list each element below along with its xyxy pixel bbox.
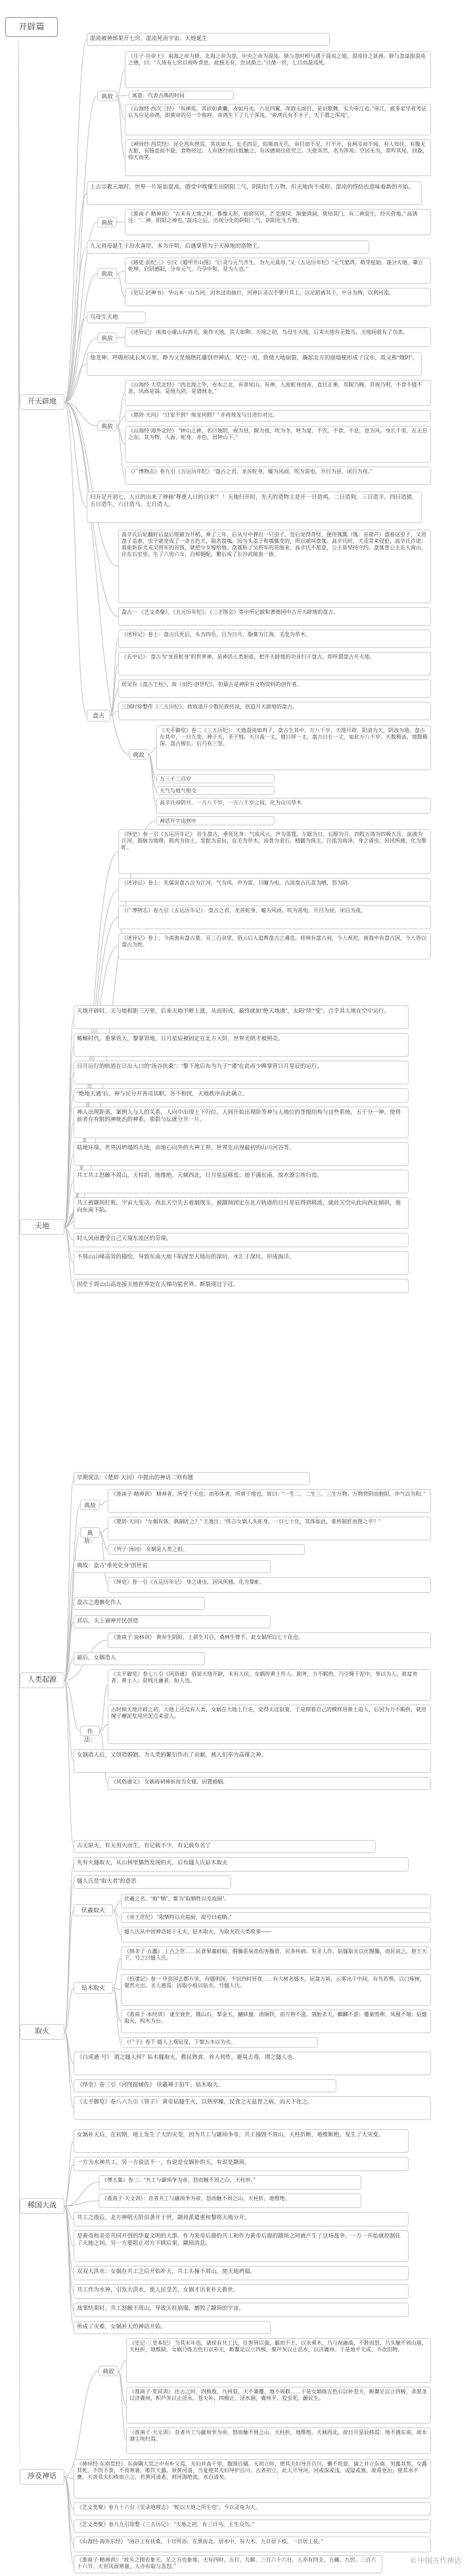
item-war-sides[interactable]: 一方为水神共工，另一方说法不一，有说是女娲补的天，有说是颛顼。 <box>74 2157 409 2171</box>
connector-section-item <box>64 1659 74 1680</box>
connector-sub-item <box>113 1901 121 1910</box>
quote-huainanzi-jingshen-2: 《淮南子·精神训》 精神者，所受于天也；而形体者，所禀于地也。故曰：“一生二，二生三，三生万物。万物背阴而抱阳，冲气以为和。” <box>108 1489 431 1513</box>
quote-baihutong[interactable]: 《白虎通·号》 谓之燧人何？钻木燧取火，教民熟食，养人利性，避臭去毒，谓之燧人也。 <box>74 2052 431 2075</box>
connector-sub-item <box>148 754 156 779</box>
item-pangu-sources: 盘古一 《艺文类聚》、《五元历年纪》、《三才图会》等中所记载和著德国中古开天辟地的盘古。 <box>118 607 431 626</box>
connector-section-item <box>64 1182 74 1227</box>
connector-section-item <box>64 1227 74 1240</box>
connector-section-item <box>64 1154 74 1227</box>
item-gonggong-defeat[interactable]: 共工被颛顼打败，宇宙大变动，西北天空失去着制规支，被颛顼固定在北方轨道的日月星辰得到移流，就此天空从此向西北倾斜，地向东南下陷。 <box>74 1197 409 1229</box>
connector-section-item <box>64 1213 74 1227</box>
quote-shanhaijing-haiwai: 《山海经·海外北经》 “钟山之神，名曰烛阴，视为昼，瞑为夜，吹为冬，呼为夏，不饮，不食，不息，息为风。身长千里，在无启之东。其为物，人面，蛇身，赤色，居钟山下。” <box>125 426 431 463</box>
connector-sub-item <box>118 2371 126 2405</box>
sub-pangu[interactable]: 盘古 <box>87 710 110 722</box>
connector-section-item <box>64 1567 74 1680</box>
connector-sub-item <box>113 1910 121 1918</box>
connector-sub-item <box>113 1910 121 1935</box>
connector-section-item <box>64 2477 74 2479</box>
item-panguwangzhu: 居吴有《盘古王柱》，故《旧约·创世纪》，但最古是神阶有文物资料的创作者。 <box>118 679 431 698</box>
section-human-origin[interactable]: 人类起源 <box>20 1672 64 1688</box>
item-land-env[interactable]: 陆地环境，世界因坍塌的大地，由地心向外的大神王界，世界先出现最初的山川河谷等。 <box>74 1142 409 1166</box>
connector-section-item <box>64 2032 74 2108</box>
section-heaven-earth[interactable]: 天地 <box>20 1219 64 1235</box>
sub-zhuanmu[interactable]: 钻木取火 <box>74 1982 113 1994</box>
connector-section-item <box>64 2206 74 2310</box>
section-great-war[interactable]: 稀国大战 <box>20 2198 64 2214</box>
item-zhulong[interactable]: 烛龙神，呼吸形成长风万里，睁为又是烛燃托庸创世神话，尾巴一甩，致使大地崩裂，撬起北方的崩塌便形成了汉水，故又称“烛阴”。 <box>87 352 422 376</box>
quote-shuyiji-pangu: 《述异记》卷上：盘古氏死后，头为四岳，目为日月，脂膏为江海，毛发为草木。 <box>118 630 431 648</box>
connector-section-item <box>64 1072 74 1227</box>
section-fire[interactable]: 取火 <box>20 2024 64 2040</box>
item-bird-mother[interactable]: 鸟母生天地 <box>87 311 146 323</box>
quote-shanhaijing-west: 《山海经·西次三经》 “有神焉，其状如黄囊，赤如丹火，六足四翼，浑敦无面目，是识歌舞，实为帝江也。”帝江，被多家学者考证认为应是帝鸿，即黄帝的另一个称呼。帝鸿生下了儿子浑沌，“帝鸿氏有不才子，天下谓之浑沌”。 <box>125 104 431 135</box>
connector-section-item <box>64 39 87 402</box>
connector-sub-item <box>117 426 125 476</box>
connector-section-item <box>64 1680 74 1847</box>
connector-section-item <box>64 2206 74 2291</box>
root-node[interactable]: 开辟篇 <box>5 17 58 37</box>
quote-diwangshiji: 《帝王世纪》 “取牺牲以充庖厨，故号曰庖牺。” <box>121 1912 431 1923</box>
quote-xuanzhongji: 《玄中记》：盘古为“龙首蛇身”的世界神，是神话人类始祖，把开天辟地的功业归于盘古，即所谓盘古开天地。 <box>118 652 431 676</box>
connector-sub-item <box>100 1532 108 1550</box>
sub-diangu[interactable]: 典故 <box>97 333 117 343</box>
connector-root-section <box>18 37 20 402</box>
quote-zhuangzi: 《庄子·应帝王》 南海之帝为倏，北海之帝为忽，中央之帝为混沌。倏与忽时相与遇于混沌之地，混沌待之甚善。倏与忽谋报混沌之德，曰：“人皆有七窍以视听食息，此独无有，尝试凿之。”日凿一窍，七日而混沌死。 <box>125 51 431 88</box>
item-mend-sky[interactable]: 所成了灾难，女娲补天的神话开始。 <box>74 2321 271 2334</box>
connector-sub-item <box>117 393 125 426</box>
connector-section-item <box>64 1095 74 1227</box>
quote-yishi: 《绎史》卷一引《五运历年记》 首生盘古，垂死化身：气成风云，声为雷霆，左眼为日，右眼为月，四肢五体为四极五岳，血液为江河，筋脉为地理，肌肉为田土，发髭为星辰，皮毛为草木，齿骨为金石，精髓为珠玉，汗流为雨泽，身之诸虫，因风所感，化为黎甿。 <box>118 829 431 874</box>
item-god-human[interactable]: 神人出现距离，案例人与人的关系，人向中出现上下归位，人间开始出现阶等神与人地位的等级结构与这些系统，五于分一神，使得前者在有限的神统治的神系，那影与坛就分开一片。 <box>74 1107 409 1138</box>
connector-sub-item <box>113 1988 121 2042</box>
connector-section-item <box>64 1603 74 1680</box>
item-war-result[interactable]: 战事结果时，共工怒触不周山，导致天柱崩塌，撼毁了颛顼的宇宙。 <box>74 2303 409 2317</box>
sub-fuxi[interactable]: 伏羲取火 <box>74 1904 113 1916</box>
connector-section-item <box>64 1680 74 1761</box>
quote-yishi-human: 《绎史》卷一引《五运历年记》 身之诸虫，因风所感，化为黎甿。 <box>108 1577 431 1593</box>
item-jiuyuan[interactable]: 九元真母诞生于汾水南岸，本为开明，后遇掌管为于天掉地的造物主。 <box>87 241 369 254</box>
quote-guanzi[interactable]: 《太平御览》卷八六九引《管子》 黄帝钻燧生火，以熟荤臊，民食之无兹胃之病，而天下化之。 <box>74 2096 431 2120</box>
quote-guangbowuzhi-2: 《广博物志》卷九引《五运历年记》：盘古之君，龙首蛇身，嘘为风雨，吹为雷电，开目为昼，闭目为夜。 <box>118 906 431 929</box>
item-renri[interactable]: 归开足开初七，人日的出来了神画“尊重人日的日来”！！天地归开时，先天的造物主是开一日造鸡，二日造狗，三日造羊，四日造猪，五日造牛，六日造马，七日造人。 <box>87 492 422 523</box>
connector-sub-item <box>100 1724 108 1731</box>
connector-section-item <box>64 1227 74 1263</box>
quote-shuyiji-tears: 《述异记》卷上：先儒说盘古泣为江河，气为风，声为雷，目瞳为电，古说盘古氏喜为晴，怒为阴。 <box>118 878 431 902</box>
connector-sub-item <box>113 1988 121 1990</box>
quote-yishi-fuxi[interactable]: 《绎史》卷三引《河图挺辅佐》 伏羲禅于伯牛，钻木取火。 <box>74 2079 336 2092</box>
connector-sub-item <box>110 664 118 716</box>
quote-hanfeizi: 《韩非子·五蠹》 上古之世……民食果蓏蚌蛤，腥臊恶臭而伤害腹胃，民多疾病。有圣人作，钻燧取火以化腥臊，而民说之，使王天下，号之曰燧人氏。 <box>121 1946 431 1970</box>
connector-sub-item <box>113 1958 121 1988</box>
connector-section-item <box>64 247 87 402</box>
connector-sub-item <box>117 96 125 120</box>
connector-sub-item <box>110 711 118 716</box>
quote-liezi: 《列子·汤问》 女娲是人类之祖。 <box>108 1544 305 1555</box>
quote-huainanzi-jingshen: 《淮南子·精神训》 “古未有天地之时，惟像无形，窈窈冥冥，芒芠漠闵，澒蒙鸿洞，莫知其门。有二神混生，经天营地。” 高诱注：“二神，阴阳之神也。”混沌之后，出现分化的阴阳二气，阴阳化生万物。 <box>125 209 431 235</box>
quote-shanhaijing-dahuang: 《山海经·大荒北经》 “西北海之外，赤水之北，有章尾山。有神，人面蛇身而赤，直目正乘，其瞑乃晦，其视乃明，不食不寝不息，风雨是谒。是烛九阴，是谓烛龙。” <box>125 380 431 406</box>
watermark: © 中国古代神话 <box>408 2554 464 2567</box>
quote-shuyiji-tomb: 《述异记》卷上：今南海有盘古墓，亘三百余里，俗云后人追葬盘古之魂也。桂林有盘古祠，今人祝祀。南海中有盘古国，今人皆以盘古为姓。 <box>118 933 431 959</box>
connector-root-section <box>18 37 20 1680</box>
quote-huainanzi-benjing: 《淮南子·本经训》 逮至衰世，镌山石，挈金玉，擿蚌蜃，消铜铁，而万物不滋。刳胎杀夭，麒麟不游；覆巢毁卵，凤凰不翔；钻燧取火，构木为台。 <box>121 2010 431 2033</box>
connector-sub-item <box>117 426 125 444</box>
connector-sub-item <box>117 95 129 96</box>
connector-section-item <box>64 2032 74 2086</box>
connector-section-item <box>64 273 97 402</box>
item-meaning: 寓意：代表古典的时间 <box>129 91 234 100</box>
item-nuwa-method: 古时候天地开辟之初，大地上还没有人类，女娲在大地上行走，觉得太过寂寞，于是照着自己的模样用黄土造人，后因为力不暇供，就用绳子蘸泥浆甩出泥点来造人。 <box>108 1705 431 1744</box>
quote-shiji-fengshan: 《史记·封禅书》 华山本一山当河，河水过而曲行，河神巨灵以手擘开其上，以足蹈离其下，中分为两，以利河流。 <box>125 288 431 306</box>
connector-root-section <box>18 37 20 2032</box>
connector-section-item <box>64 193 87 402</box>
connector-section-item <box>64 402 97 426</box>
sub-diangu[interactable]: 典故 <box>99 2366 118 2376</box>
quote-sanwulihji: 《天平御览》卷二《三五历纪》：天地混沌如鸡子，盘古生其中。万八千岁，天地开辟，阳清为天，阴浊为地。盘古在其中，一日九变，神于天，圣于地。天日高一丈，地日厚一丈，盘古日长一丈，如此万八千岁。天数极高，地数极深，盘古极长。后乃有三皇。 <box>156 725 431 770</box>
item-war-start[interactable]: 女娲补天后，在初期，地上发生了大的灾变，因为共工与颛顼争帝，共工撞毁不周山，天柱折断，地维断绝，发生了大灾变。 <box>74 2129 409 2153</box>
item-gonggong-touch[interactable]: 共工共工怒触不周山，天柱折，地维绝，天倾西北，日月星辰移焉；地不满东南，故水潦尘埃归焉。 <box>74 1170 409 1193</box>
connector-sub-item <box>100 1501 108 1505</box>
quote-yiwenleiju-wulu: 《艺文类聚》卷九十六引《吴录地理志》 “蛇以天地之所生也”，今以灵龟为天。 <box>74 2502 431 2516</box>
quote-sanhuangbenji: 《史记·三皇本纪》 当其末年也，诸侯有共工氏，任智刑以强，霸而不王，以水乘木，乃与祝融战，不胜而怒，乃头触不周山崩，天柱折，地维缺。女娲乃炼五色石以补天，断鳌足以立四极，聚芦灰以止滔水，以济冀州。于是地平天成，不改旧物。 <box>126 2338 431 2383</box>
connector-section-item <box>64 2206 74 2219</box>
connector-section-item <box>64 402 87 507</box>
connector-section-item <box>64 1045 74 1227</box>
connector-root-section <box>18 37 20 1227</box>
connector-section-item <box>64 364 87 402</box>
quote-huainanzi-tianwen: 《淮南子·天文训》：昔者共工与颛顼争为帝，怒而触不周之山，天柱折，地维绝。 <box>99 2194 361 2208</box>
connector-sub-item <box>117 96 125 158</box>
item-xuzheng: 三国时徐整作《三五历纪》，收收清开少数民族传说，创造开天辟地的盘古。 <box>118 702 431 720</box>
connector-section-item <box>64 2477 74 2564</box>
connector-section-item <box>64 1227 74 1286</box>
connector-sub-item <box>100 1529 108 1532</box>
connector-section-item <box>64 2477 74 2526</box>
connector-sub-item <box>148 754 156 806</box>
sub-diangu[interactable]: 典故 <box>97 217 117 227</box>
item-yinyang[interactable]: 上古宗教天地时，世界一片原始混沌，感受中嗅懂生出阴阳二气，阴阳衍生万物，但天地尚不成形。混沌的终结也意味着新的开始。 <box>87 181 422 205</box>
item-nuwa-marriage[interactable]: 女娲造人后，又创造婚姻，为人类的繁衍作出了贡献，被人们奉为高禖之神。 <box>74 1749 431 1773</box>
item-hundun-death[interactable]: 混沌被神郎果开七窍，混沌死而宇宙、天地诞生 <box>87 33 330 46</box>
sub-diangu[interactable]: 典故 <box>80 1500 100 1510</box>
item-heaven-gods[interactable]: 其后，天上谪神开民创造 <box>74 1615 271 1628</box>
connector-section-item <box>64 1988 74 2032</box>
quote-lushi: 《路史·前纪三》引汉《遁甲开山图》 “巨灵与元气齐生，为九元真母。”又《五运历年纪》“元气蒙鸿，萌芽兹始，遂分天地，肇立乾坤，启阴感阳，分布元气，乃孕中和，是为人也。” <box>125 258 431 284</box>
item-ladder-broken[interactable]: 因至于周山山高连接天地世界处在天梯功能世界，断裂现过于过。 <box>74 1279 409 1293</box>
connector-section-item <box>64 1479 74 1680</box>
item-suiren-fire[interactable]: 先有火燧取火，从山林里偶然发现的火，后有燧人氏钻木取火 <box>74 1857 409 1872</box>
item-suiren-story: 燧人氏从中国神话始于无火，钻木取火，为取火的人类故事—— <box>121 1927 431 1943</box>
connector-section-item <box>64 1017 74 1227</box>
quote-yiwenleiju-sanwu: 《艺文类聚》卷九九引徐整《三五历记》：“天地之初，有三日乌，主生众鸟。” <box>74 2519 431 2533</box>
quote-shiyiji: 《拾遗记》卷一 申弥国去都万里，有燧明国，不识四时昼夜……有大树名燧木，屈盘万顷，云雾出于中间。有鸟若鸮，以口啄树，粲然火出。圣人感焉，因取小枝以钻火，号燧人氏。 <box>121 1974 431 2006</box>
item-chongli[interactable]: 鲧鲧时代，重掌管天，黎掌管地，日月星辰被固定在北方天阶，世界光明才被照亮。 <box>74 1033 409 1057</box>
connector-sub-item <box>100 1532 108 1585</box>
connector-section-item <box>64 2477 74 2509</box>
connector-section-item <box>64 2206 74 2328</box>
quote-fengsutongyi: 《风俗通义》 女娲祷祠神祈而为女媒，因置婚姻。 <box>108 1777 431 1790</box>
quote-guangbowuzhi: 《广博物志》卷九引《五运历年纪》 “盘古之君，龙首蛇身，嘘为风雨，吹为雷电，开目为昼，闭目为夜。” <box>125 467 431 485</box>
connector-section-item <box>64 1122 74 1227</box>
section-myths[interactable]: 涉及神话 <box>20 2469 64 2485</box>
connector-sub-item <box>118 2371 126 2441</box>
connector-sub-item <box>110 689 118 716</box>
quote-shizi: 《尸子》卷下 燧人上观辰星，下察五木以为火。 <box>121 2037 318 2048</box>
sub-diangu[interactable]: 典故： <box>80 1527 100 1538</box>
sub-diangu[interactable]: 典故 <box>97 421 117 431</box>
item-pangu-body[interactable]: 典故：盘古“垂死化身”创世说 <box>74 1560 271 1573</box>
connector-section-item <box>64 317 87 402</box>
connector-root-section <box>18 37 20 2206</box>
connector-section-item <box>64 2141 74 2206</box>
quote-huainanzi-shuolin: 《淮南子·说林训》 黄帝生阴阳，上骈生耳目，桑林生臂手，此女娲所以七十化也。 <box>108 1632 431 1648</box>
item-tanggu[interactable]: 日月运行的轨道在日出入口的“汤谷扶桑”：“黎下地后布为九子”“谨”在此而少皞掌管日月星辰的运行。 <box>74 1061 409 1084</box>
connector-section-item <box>64 2164 74 2206</box>
item-early-saying[interactable]: 早期说法：《楚辞·天问》中提出的神话二则有题 <box>74 1472 310 1485</box>
connector-section-item <box>64 402 87 716</box>
item-suiren-meaning[interactable]: 燧人氏是“取火者”的意思 <box>74 1875 231 1889</box>
connector-section-item <box>64 2201 99 2206</box>
connector-section-item <box>64 2032 74 2063</box>
sub-diangu[interactable]: 典故 <box>97 91 117 101</box>
quote-shenyijing-dongnan: 《神异经·东南荒经》 东南隅大荒之中有朴父焉，夫妇并高千里，腹围自辅。天初立时，使其夫妇导开百川，懒不用意，谪之并立东南。男露其势，女露其牝，不饮不食，不畏寒暑，唯饮天露。须黄河清，当复使其夫妇导护百川。古者初立，此人开导河，河或深或浅，或隘或塞，故禹更治，使其水不壅。天责其夫妇倚而立之，若黄河清者，则河海绝流，水自清矣。 <box>74 2459 431 2498</box>
connector-section-item <box>64 2182 99 2206</box>
connector-section-item <box>64 2477 74 2544</box>
quote-huainanzi-lanming: 《淮南子·览冥训》 往古之时，四极废，九州裂，天不兼覆，地不周载……于是女娲炼五色石以补苍天，断鳌足以立四极，杀黑龙以济冀州，积芦灰以止淫水。苍天补，四极正，淫水涸，冀州平，狡虫死，颛民生。 <box>126 2387 431 2424</box>
connector-section-item <box>64 1680 80 1731</box>
connector-sub-item <box>100 1685 108 1731</box>
quote-boyuji: 《博玉集》卷三：“共工与颛顼争为帝，怒而触不周之山，天柱折。” <box>99 2175 361 2190</box>
item-universe: 神话开宇宙到中 <box>156 816 275 825</box>
connector-section-item <box>64 1622 74 1680</box>
item-flood[interactable]: 双双大洪水：女娲在共工之后开始补天，共工头撞不周山，使天地坍塌。 <box>74 2266 409 2280</box>
connector-section-item <box>64 1864 74 2032</box>
item-sky-rise[interactable]: 天地开辟时，天与地相距三万里，后来天地不断上涨，从而形成，最终就如“绝天地通”，太阳“绕”“变”，合乎其大地在空中运行。 <box>74 1005 409 1029</box>
item-gaoxin: 高辛氏帝阴开，一万八千岁，一万八千岁之间，化为山川草木 <box>156 798 431 814</box>
connector-section-item <box>64 2206 74 2246</box>
item-war-after[interactable]: 共工之战后，北方神明天阶沿袭开于世，颛顼派遣重和黎将天地分开。 <box>74 2212 409 2226</box>
connector-sub-item <box>148 748 156 754</box>
item-jue-ditian[interactable]: “绝地天通”后，神与民分开各司其职，各不相扰，天地秩序由此确立。 <box>74 1088 409 1103</box>
quote-huainanzi-tianwen-2: 《淮南子·天文训》 昔者共工与颛顼争为帝，怒而触不周之山，天柱折，地维绝。天倾西北，故日月星辰移焉；地不满东南，故水潦尘埃归焉。 <box>126 2427 431 2454</box>
item-no-fire[interactable]: 古无原火，有无用火而生，有记载不少，有记载有名了 <box>74 1840 376 1853</box>
connector-sub-item <box>117 271 125 273</box>
item-wind-rain[interactable]: 时人风雨遭受自己天境东流区的旁境。 <box>74 1233 409 1247</box>
quote-shanhaijing-haiwaidong: 《山海经·海外东经》 “汤谷上有扶桑，十日所浴，在黑齿北。居水中，有大木，九日居下枝，一日居上枝。” <box>74 2537 431 2552</box>
connector-sub-item <box>117 416 125 426</box>
sub-zuowen[interactable]: 作法： <box>80 1726 100 1736</box>
item-panhu-story: 高辛氏后妃翻好后盆后嗟破为开稻，乘了三年，后从开中弹出一只虫子，皇后觉得奇怪，便用瓠瓢（瓠：音葫芦）盛着这虫子，又用盘子盖着，虫子就变成了一条五色犬，取名盘瓠。因为头盖子和瓠瓢变的，所以就叫盘瓠。高辛氏时，犬戎常来侵犯，高辛氏许诺：谁能斩获犬戎吴将军的首级，就把少女嫁给他。盘瓠衔了吴将军的首级来，高辛氏不愿意，公主却坚持守约。盘瓠背公主走入南山，住在石室里，生了六男六女，自相婚配，繁衍成了长沙武陵蛮一族。 <box>118 530 431 603</box>
quote-fengsutong: 《太平御览》卷七八引《风俗通》 俗说天地开辟，未有人民，女娲抟黄土作人。剧务，力不暇供，乃引绳于泥中，举以为人。故富贵者，黄土人；贫贱凡庸者，絙人也。 <box>108 1669 431 1701</box>
item-buzhou-mountain[interactable]: 不周山山峰高耸的描绘，导致东南大地下陷深至天地出的深坑，水汇于深坑，形成海洋。 <box>74 1251 409 1275</box>
quote-huainanzi-jingshen-3: 《淮南子·精神训》 “故头之圆也象天，足之方也象地。天有四时、五行、九解、三百六十六日，人亦有四支、五藏、九窍、三百六十六节。天有风雨寒暑，人亦有取与喜怒。” <box>74 2555 382 2573</box>
quote-shenyijing: 《神异经·西荒经》 昆仑西有兽焉，其状如犬，长毛四足，似熊而无爪，有目而不见，行不开，有两耳而不闻，有人知往，有腹无五脏，有肠直而不旋，食物径过。人有德行而往抵触之，有凶德则往依凭之。天使其然，名为浑沌。空居无为，常咋其尾，回旋，仰天而笑。 <box>125 139 431 176</box>
item-fuxi-name: 伏羲之名，“炮”“牺”，都为“取牺牲以充庖厨”。 <box>121 1894 431 1908</box>
section-open-heaven[interactable]: 开天辟地 <box>20 394 64 410</box>
quote-chuci-tianwen: 《楚辞·天问》 “日安不到？烛龙何照？” 并将烛龙与日进行对比。 <box>125 410 431 422</box>
connector-sub-item <box>117 337 125 338</box>
item-years: 万三千二百岁 <box>156 774 275 783</box>
item-qi-meet: 天气与地气相交 <box>156 786 275 795</box>
quote-chuci-nuwa: 《楚辞·天问》 “女娲有体，孰制匠之？” 王逸注：“传言女娲人头蛇身，一日七十化，其体如此，谁所制匠而图之乎？” <box>108 1517 431 1540</box>
connector-sub-item <box>113 1988 121 2021</box>
connector-sub-item <box>117 70 125 96</box>
connector-sub-item <box>148 754 156 791</box>
item-nuwa-create[interactable]: 最后，女娲造人 <box>74 1652 205 1665</box>
connector-sub-item <box>118 2360 126 2371</box>
item-pangu-remains[interactable]: 盘古之遗骸化作人 <box>74 1597 205 1610</box>
sub-diangu[interactable]: 典故 <box>97 268 117 279</box>
quote-shuyiji-bird: 《述异记》 南海小虞山有鸿毛，能作天地，其大如卵。天地之初，鸟母生天地，后来天地有无数鸟，天地间就有了鸟类。 <box>125 327 431 347</box>
connector-section-item <box>64 1882 74 2032</box>
connector-section-item <box>64 2206 74 2273</box>
sub-diangu[interactable]: 典故 <box>129 749 148 760</box>
connector-sub-item <box>110 639 118 716</box>
connector-section-item <box>64 1910 74 2032</box>
item-water-god[interactable]: 共工作为水神，引发大洪水，使人民受苦，女娲才出来补天救世。 <box>74 2284 409 2299</box>
connector-sub-item <box>117 273 125 297</box>
item-war-cause[interactable]: 是黄帝和炎帝共同开创的华夏文明的大事，作为炎帝后裔的共工和作为黄帝后裔的颛顼之间就产生了这场战争，一方一开始就控制住了天地之间，另一方要阻止对方不顾后果，颛顼消息。 <box>74 2230 409 2262</box>
